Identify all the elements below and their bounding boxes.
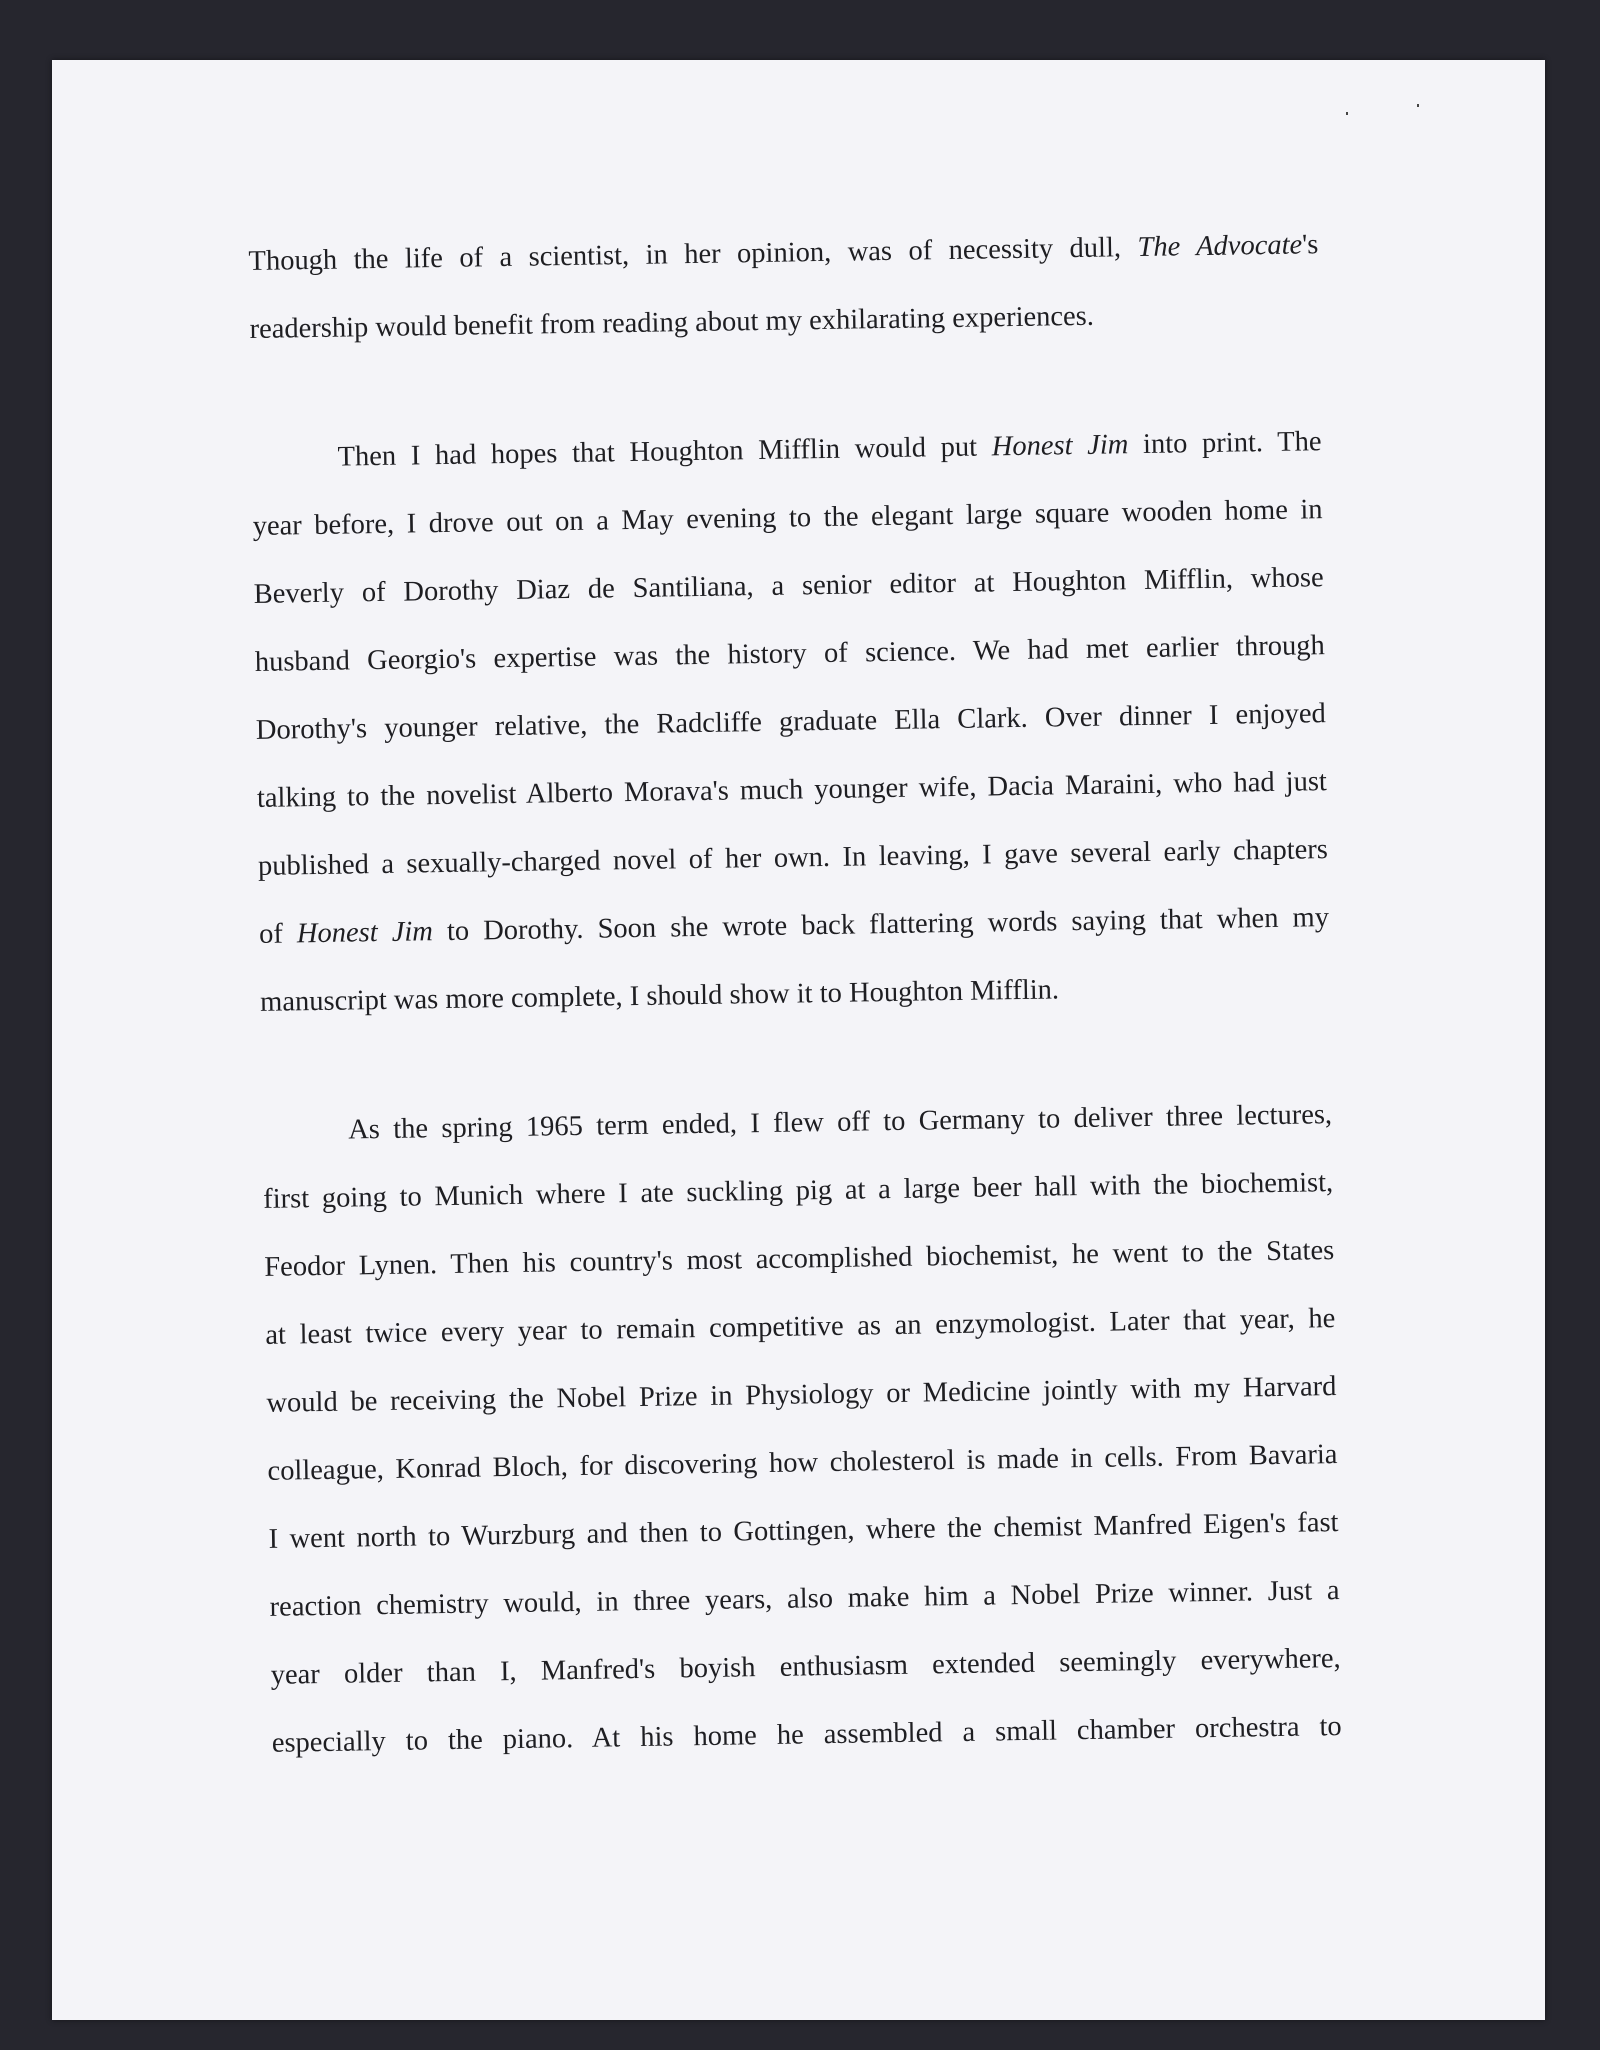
text-line: Then I had hopes that Houghton Mifflin would put Honest Jim into print. The	[337, 426, 1322, 473]
document-body	[248, 211, 1342, 1778]
text-line: As the spring 1965 term ended, I flew off to Germany to deliver three lectures,	[347, 1099, 1333, 1146]
text-line: Feodor Lynen. Then his country's most accomplished biochemist, he went to the States	[264, 1235, 1335, 1283]
text-line: readership would benefit from reading about my exhilarating experiences.	[249, 300, 1095, 345]
page-mark	[1346, 112, 1348, 115]
text-line: Though the life of a scientist, in her opinion, was of necessity dull, The Advocate's	[248, 229, 1319, 277]
paragraph-3	[262, 1081, 1343, 1778]
paragraph-2	[251, 408, 1330, 1037]
italic-title: Honest Jim	[296, 916, 434, 950]
document-page	[52, 60, 1545, 2020]
italic-title: Honest Jim	[991, 429, 1129, 463]
italic-title: The Advocate	[1137, 229, 1303, 264]
text-line: reaction chemistry would, in three years, also make him a Nobel Prize winner. Just a	[269, 1575, 1340, 1623]
text-line: at least twice every year to remain competitive as an enzymologist. Later that year, he	[265, 1303, 1336, 1351]
text-line: year before, I drove out on a May evening to the elegant large square wooden home in	[252, 494, 1323, 542]
text-line: published a sexually-charged novel of her own. In leaving, I gave several early chapters	[257, 834, 1329, 882]
text-line: husband Georgio's expertise was the history of science. We had met earlier through	[254, 630, 1325, 678]
paragraph-1	[248, 211, 1320, 364]
page-mark	[1417, 104, 1419, 107]
text-line: talking to the novelist Alberto Morava's much younger wife, Dacia Maraini, who had just	[256, 766, 1328, 814]
text-line: of Honest Jim to Dorothy. Soon she wrote back flattering words saying that when my	[258, 902, 1330, 950]
text-line: Beverly of Dorothy Diaz de Santiliana, a senior editor at Houghton Mifflin, whose	[253, 562, 1324, 610]
text-line: colleague, Konrad Bloch, for discovering how cholesterol is made in cells. From Bavaria	[267, 1439, 1338, 1487]
text-line: especially to the piano. At his home he assembled a small chamber orchestra to	[271, 1711, 1342, 1759]
text-line: year older than I, Manfred's boyish enthusiasm extended seemingly everywhere,	[270, 1643, 1341, 1691]
text-line: I went north to Wurzburg and then to Gottingen, where the chemist Manfred Eigen's fast	[268, 1507, 1339, 1555]
text-line: first going to Munich where I ate suckling pig at a large beer hall with the biochemist,	[263, 1167, 1334, 1215]
text-line: Dorothy's younger relative, the Radcliffe graduate Ella Clark. Over dinner I enjoyed	[255, 698, 1327, 746]
text-line: would be receiving the Nobel Prize in Physiology or Medicine jointly with my Harvard	[266, 1371, 1337, 1419]
text-line: manuscript was more complete, I should show it to Houghton Mifflin.	[259, 974, 1060, 1018]
